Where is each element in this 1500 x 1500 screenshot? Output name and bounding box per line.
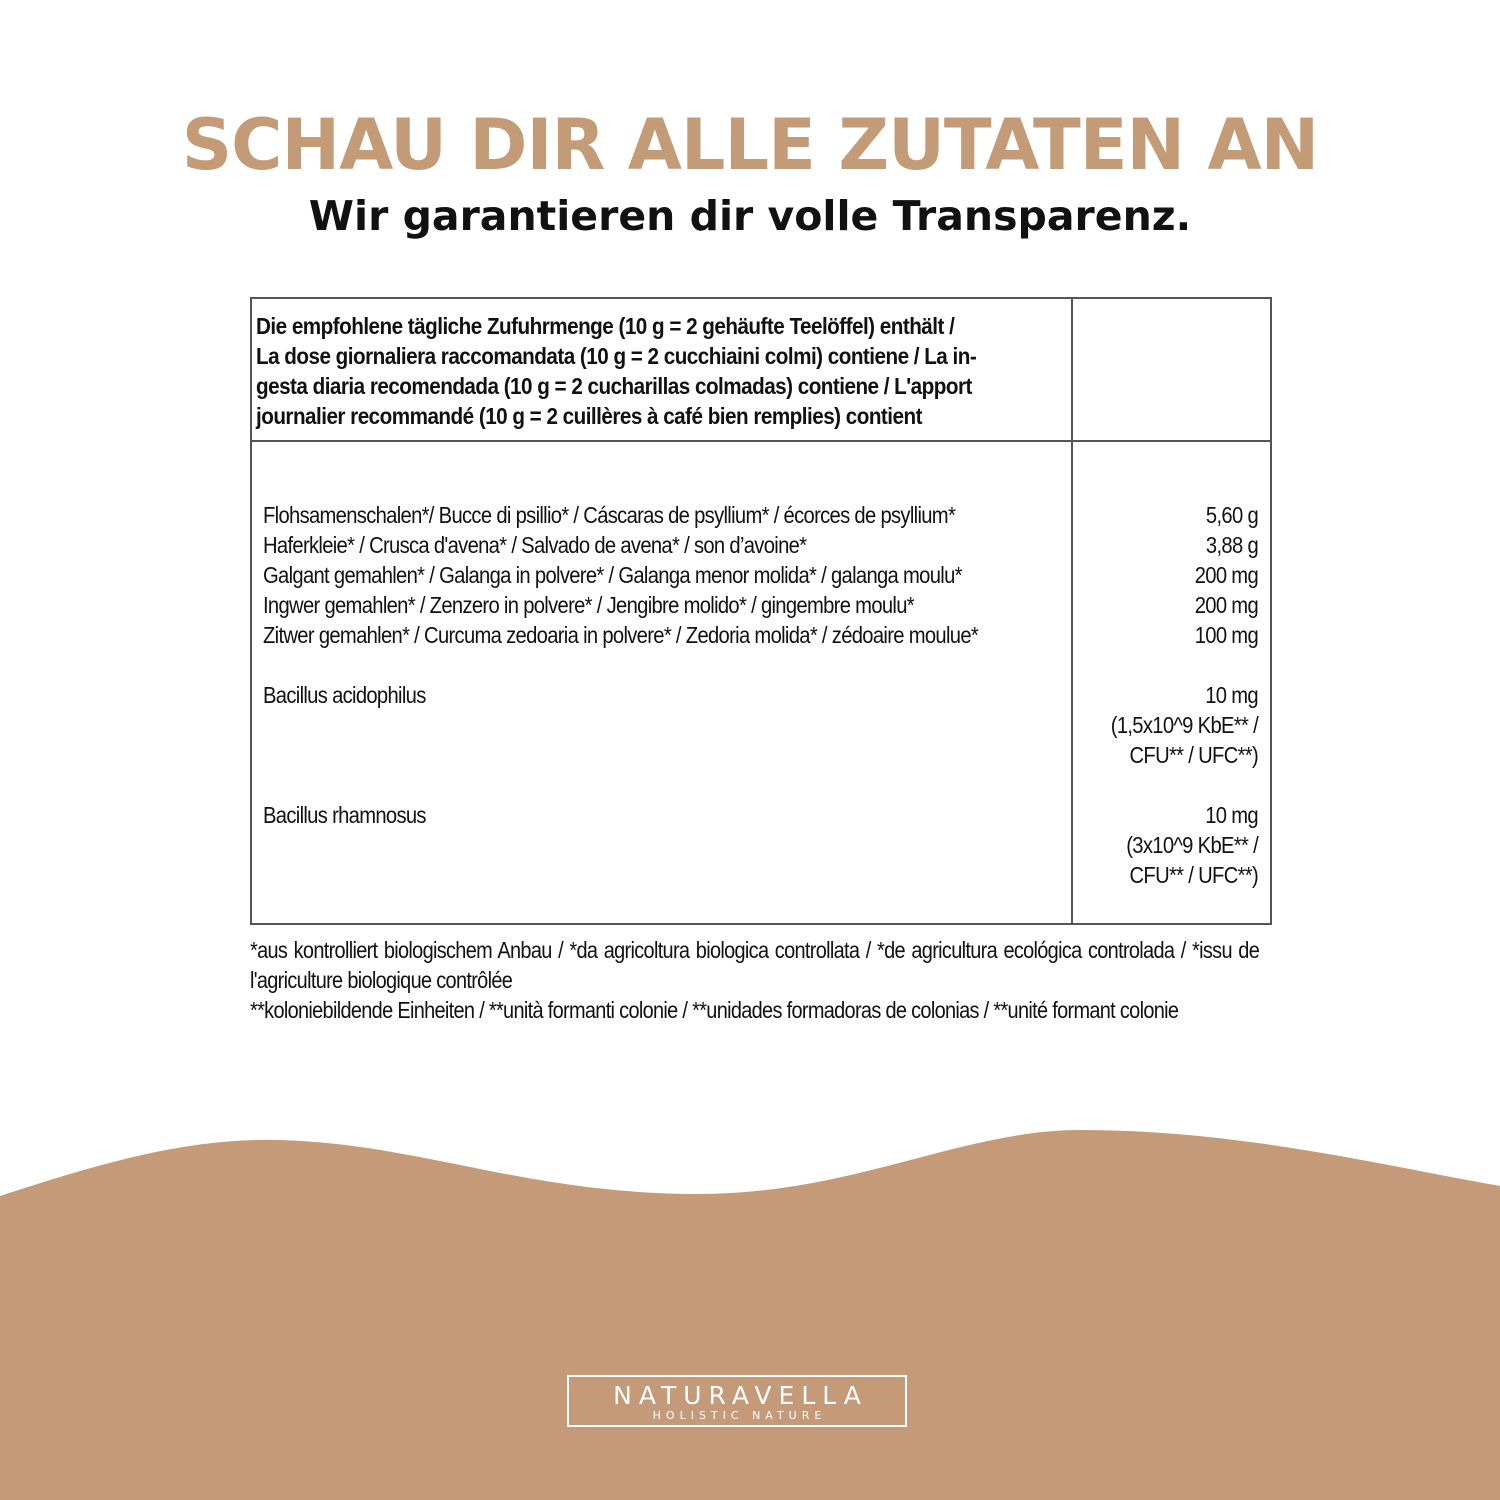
ingredient-amount: 10 mg <box>1205 802 1258 828</box>
footnotes <box>250 935 1259 1025</box>
brand-name: NATURAVELLA <box>613 1381 868 1410</box>
page-title: SCHAU DIR ALLE ZUTATEN AN <box>181 104 1319 186</box>
ingredient-name: Galgant gemahlen* / Galanga in polvere* / Galanga menor molida* / galanga moulu* <box>263 562 962 588</box>
ingredient-name: Flohsamenschalen*/ Bucce di psillio* / Cáscaras de psyllium* / écorces de psyllium* <box>263 502 956 528</box>
header-line: La dose giornaliera raccomandata (10 g = 2 cucchiaini colmi) contiene / La in- <box>256 343 977 369</box>
page-subtitle: Wir garantieren dir volle Transparenz. <box>308 192 1192 240</box>
table-header-cell <box>251 298 1072 441</box>
nutrition-table <box>250 297 1272 925</box>
ingredient-amount: 5,60 g <box>1205 502 1258 528</box>
ingredient-amount: 200 mg <box>1194 592 1258 618</box>
table-body-row <box>251 441 1271 924</box>
ingredient-amount: 10 mg <box>1205 682 1258 708</box>
ingredient-amount-group <box>1073 680 1258 800</box>
brand-logo <box>567 1375 907 1427</box>
ingredient-amount-detail: (3x10^9 KbE** / <box>1126 832 1258 858</box>
decorative-wave <box>0 1120 1500 1500</box>
ingredient-amount: 3,88 g <box>1205 532 1258 558</box>
ingredient-name: Haferkleie* / Crusca d'avena* / Salvado de avena* / son d’avoine* <box>263 532 807 558</box>
header-line: Die empfohlene tägliche Zufuhrmenge (10 g = 2 gehäufte Teelöffel) enthält / <box>256 313 955 339</box>
table-header-empty-cell <box>1072 298 1271 441</box>
brand-tagline: HOLISTIC NATURE <box>652 1409 827 1422</box>
wave-shape <box>0 1130 1500 1500</box>
ingredient-name: Bacillus rhamnosus <box>263 802 426 828</box>
ingredient-name: Bacillus acidophilus <box>263 682 426 708</box>
ingredient-amount-detail: (1,5x10^9 KbE** / <box>1110 712 1258 738</box>
ingredient-amount-group <box>1073 800 1258 890</box>
ingredients-cell <box>251 441 1072 924</box>
amounts-cell <box>1072 441 1271 924</box>
ingredient-amount-detail: CFU** / UFC**) <box>1129 862 1258 888</box>
table-header-text <box>256 311 1066 431</box>
header-line: gesta diaria recomendada (10 g = 2 cucharillas colmadas) contiene / L'apport <box>256 373 972 399</box>
table-header-row <box>251 298 1271 441</box>
footnote-cfu: **koloniebildende Einheiten / **unità formanti colonie / **unidades formadoras de colonias / **unité formant colonie <box>250 997 1179 1023</box>
header-line: journalier recommandé (10 g = 2 cuillères à café bien remplies) contient <box>256 403 922 429</box>
ingredient-amount: 100 mg <box>1194 622 1258 648</box>
ingredient-amount: 200 mg <box>1194 562 1258 588</box>
ingredient-name: Ingwer gemahlen* / Zenzero in polvere* / Jengibre molido* / gingembre moulu* <box>263 592 914 618</box>
ingredient-amount-detail: CFU** / UFC**) <box>1129 742 1258 768</box>
footnote-organic: *aus kontrolliert biologischem Anbau / *da agricoltura biologica controllata / *de agricultura ecológica controlada / *issu de l'agriculture biologique contrôlée <box>250 937 1260 993</box>
ingredient-name: Zitwer gemahlen* / Curcuma zedoaria in polvere* / Zedoria molida* / zédoaire moulue* <box>263 622 979 648</box>
